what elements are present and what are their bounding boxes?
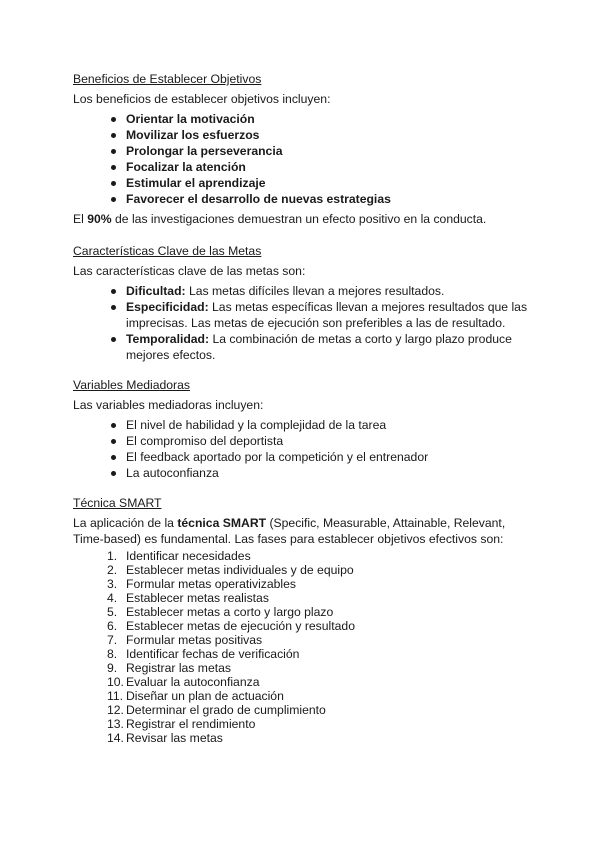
list-item [73,283,533,299]
list-item [73,299,533,331]
step-number: 14. [107,731,124,745]
stat-value: 90% [87,212,112,226]
smart-intro-prefix: La aplicación de la [73,516,178,530]
smart-steps-list [73,549,533,745]
step-text: Formular metas positivas [126,633,263,647]
step-text: Registrar las metas [126,661,231,675]
step-text: Determinar el grado de cumplimiento [126,703,326,717]
list-item [73,675,533,689]
list-item [73,703,533,717]
item-term: Especificidad: [126,300,209,314]
item-term: Temporalidad: [126,332,210,346]
step-text: Identificar fechas de verificación [126,647,300,661]
section-heading-characteristics: Características Clave de las Metas [73,244,262,258]
step-number: 7. [107,633,118,647]
step-text: Establecer metas a corto y largo plazo [126,605,334,619]
list-item: Prolongar la perseverancia [73,143,533,159]
step-number: 4. [107,591,118,605]
step-text: Revisar las metas [126,731,223,745]
step-number: 1. [107,549,118,563]
section-characteristics [73,243,533,363]
list-item: Movilizar los esfuerzos [73,127,533,143]
stat-prefix: El [73,212,88,226]
smart-intro [73,515,533,547]
list-item: Favorecer el desarrollo de nuevas estrategias [73,191,533,207]
smart-intro-suffix: (Specific, Measurable, Attainable, Relevant, Time-based) es fundamental. Las fases para establecer objetivos efectivos son: [73,516,506,546]
characteristics-list [73,283,533,363]
list-item: Focalizar la atención [73,159,533,175]
item-text: Las metas específicas llevan a mejores resultados que las imprecisas. Las metas de ejecución son preferibles a las de resultado. [126,300,528,330]
list-item: El feedback aportado por la competición y el entrenador [73,449,533,465]
step-text: Registrar el rendimiento [126,717,256,731]
step-number: 8. [107,647,118,661]
step-number: 12. [107,703,124,717]
section-heading-mediators: Variables Mediadoras [73,378,190,392]
list-item [73,689,533,703]
step-text: Identificar necesidades [126,549,251,563]
list-item [73,647,533,661]
step-number: 10. [107,675,124,689]
list-item [73,731,533,745]
step-number: 9. [107,661,118,675]
step-text: Evaluar la autoconfianza [126,675,260,689]
stat-suffix: de las investigaciones demuestran un efecto positivo en la conducta. [111,212,487,226]
section-smart [73,495,533,745]
list-item: El compromiso del deportista [73,433,533,449]
step-number: 6. [107,619,118,633]
section-mediators [73,377,533,481]
step-number: 13. [107,717,124,731]
step-number: 2. [107,563,118,577]
benefits-stat [73,211,533,227]
step-number: 11. [107,689,124,703]
step-text: Establecer metas realistas [126,591,269,605]
list-item: Orientar la motivación [73,111,533,127]
step-number: 3. [107,577,118,591]
list-item [73,563,533,577]
list-item [73,605,533,619]
section-heading-smart: Técnica SMART [73,496,162,510]
item-term: Dificultad: [126,284,186,298]
section-heading-benefits: Beneficios de Establecer Objetivos [73,72,262,86]
item-text: Las metas difíciles llevan a mejores resultados. [185,284,445,298]
benefits-list [73,111,533,207]
list-item: La autoconfianza [73,465,533,481]
step-number: 5. [107,605,118,619]
step-text: Formular metas operativizables [126,577,297,591]
step-text: Establecer metas individuales y de equipo [126,563,354,577]
list-item: Estimular el aprendizaje [73,175,533,191]
list-item [73,549,533,563]
list-item [73,717,533,731]
item-text: La combinación de metas a corto y largo plazo produce mejores efectos. [126,332,512,362]
list-item: El nivel de habilidad y la complejidad de la tarea [73,417,533,433]
list-item [73,591,533,605]
characteristics-intro: Las características clave de las metas son: [73,264,306,278]
smart-intro-bold: técnica SMART [177,516,267,530]
mediators-list [73,417,533,481]
benefits-intro: Los beneficios de establecer objetivos incluyen: [73,92,331,106]
list-item [73,331,533,363]
step-text: Diseñar un plan de actuación [126,689,284,703]
section-benefits [73,71,533,227]
mediators-intro: Las variables mediadoras incluyen: [73,398,264,412]
list-item [73,619,533,633]
list-item [73,577,533,591]
list-item [73,661,533,675]
list-item [73,633,533,647]
document-page [73,71,533,745]
step-text: Establecer metas de ejecución y resultado [126,619,355,633]
